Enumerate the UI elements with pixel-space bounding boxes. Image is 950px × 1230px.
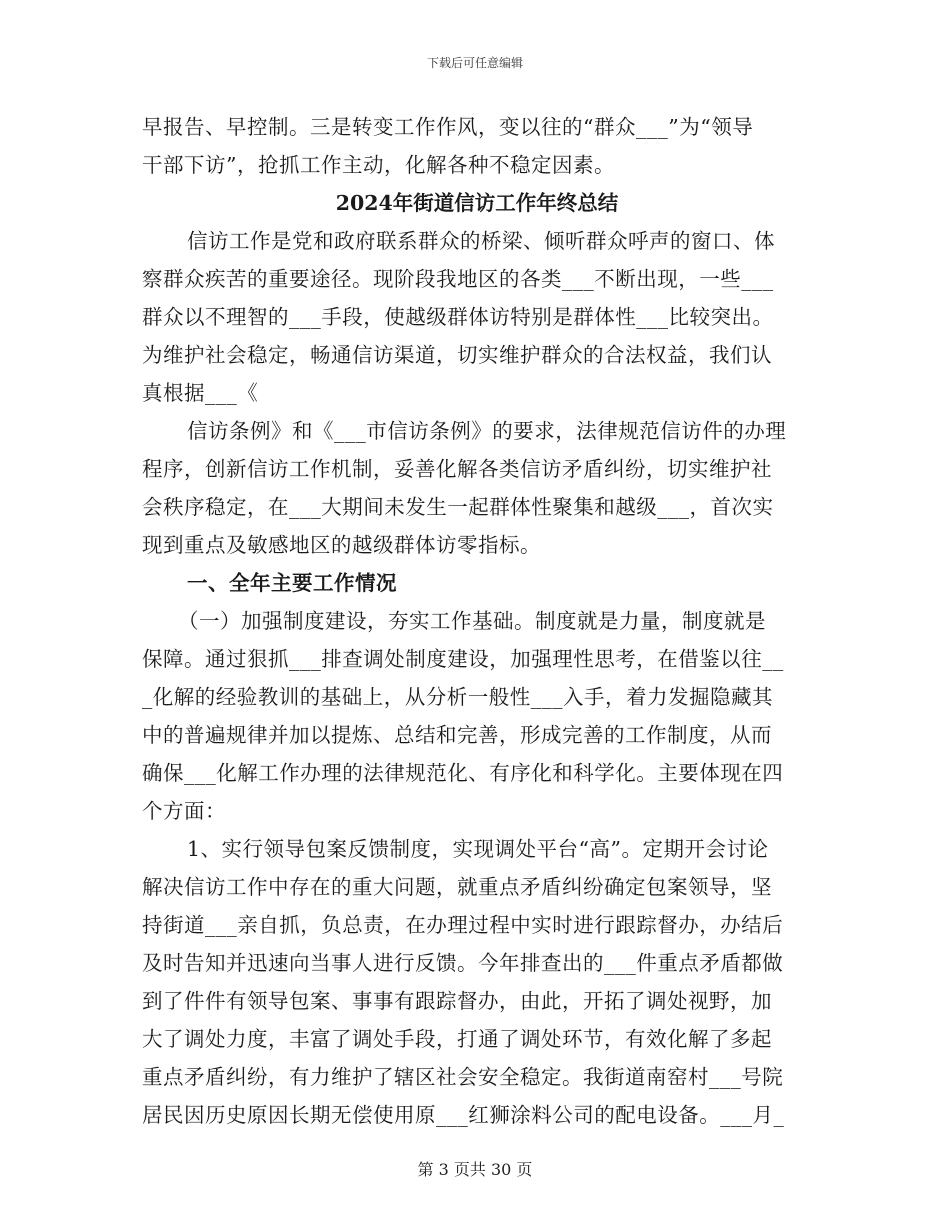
paragraph-line: 居民因历史原因长期无偿使用原___红狮涂料公司的配电设备。___月_ (142, 1103, 785, 1127)
paragraph-line: 信访工作是党和政府联系群众的桥梁、倾听群众呼声的窗口、体 (187, 229, 775, 253)
document-title: 2024年街道信访工作年终总结 (335, 191, 619, 215)
paragraph-line: 真根据___《 (142, 381, 259, 405)
paragraph-line: _化解的经验教训的基础上，从分析一般性___入手，着力发掘隐藏其 (142, 685, 773, 709)
paragraph-line: 信访条例》和《___市信访条例》的要求，法律规范信访件的办理 (187, 419, 787, 443)
paragraph-line: 察群众疾苦的重要途径。现阶段我地区的各类___不断出现，一些___ (142, 267, 774, 291)
paragraph-line: 保障。通过狠抓___排查调处制度建设，加强理性思考，在借鉴以往__ (142, 647, 784, 671)
header-note: 下载后可任意编辑 (426, 56, 523, 70)
paragraph-line: 干部下访”，抢抓工作主动，化解各种不稳定因素。 (142, 153, 615, 177)
page-number-footer: 第 3 页共 30 页 (417, 1160, 533, 1179)
document-body (142, 108, 812, 1134)
paragraph-line: 确保___化解工作办理的法律规范化、有序化和科学化。主要体现在四 (142, 761, 784, 785)
paragraph-line: 及时告知并迅速向当事人进行反馈。今年排查出的___件重点矛盾都做 (142, 951, 784, 975)
paragraph-line: 现到重点及敏感地区的越级群体访零指标。 (142, 533, 541, 557)
paragraph-line: 个方面： (142, 799, 226, 823)
paragraph-line: 程序，创新信访工作机制，妥善化解各类信访矛盾纠纷，切实维护社 (142, 457, 772, 481)
paragraph-line: 解决信访工作中存在的重大问题，就重点矛盾纠纷确定包案领导，坚 (142, 875, 772, 899)
paragraph-line: 群众以不理智的___手段，使越级群体访特别是群体性___比较突出。 (142, 305, 774, 329)
paragraph-line: （一）加强制度建设，夯实工作基础。制度就是力量，制度就是 (178, 609, 766, 633)
paragraph-line: 重点矛盾纠纷，有力维护了辖区社会安全稳定。我街道南窑村___号院 (142, 1065, 784, 1089)
paragraph-line: 大了调处力度，丰富了调处手段，打通了调处环节，有效化解了多起 (142, 1027, 772, 1051)
section-heading: 一、全年主要工作情况 (187, 571, 397, 595)
paragraph-line: 中的普遍规律并加以提炼、总结和完善，形成完善的工作制度，从而 (142, 723, 772, 747)
paragraph-line: 到了件件有领导包案、事事有跟踪督办，由此，开拓了调处视野，加 (142, 989, 772, 1013)
paragraph-line: 1、实行领导包案反馈制度，实现调处平台“高”。定期开会讨论 (187, 837, 769, 861)
paragraph-line: 早报告、早控制。三是转变工作作风，变以往的“群众___”为“领导 (142, 115, 754, 139)
paragraph-line: 为维护社会稳定，畅通信访渠道，切实维护群众的合法权益，我们认 (142, 343, 772, 367)
paragraph-line: 会秩序稳定，在___大期间未发生一起群体性聚集和越级___，首次实 (142, 495, 774, 519)
paragraph-line: 持街道___亲自抓，负总责，在办理过程中实时进行跟踪督办，办结后 (142, 913, 784, 937)
